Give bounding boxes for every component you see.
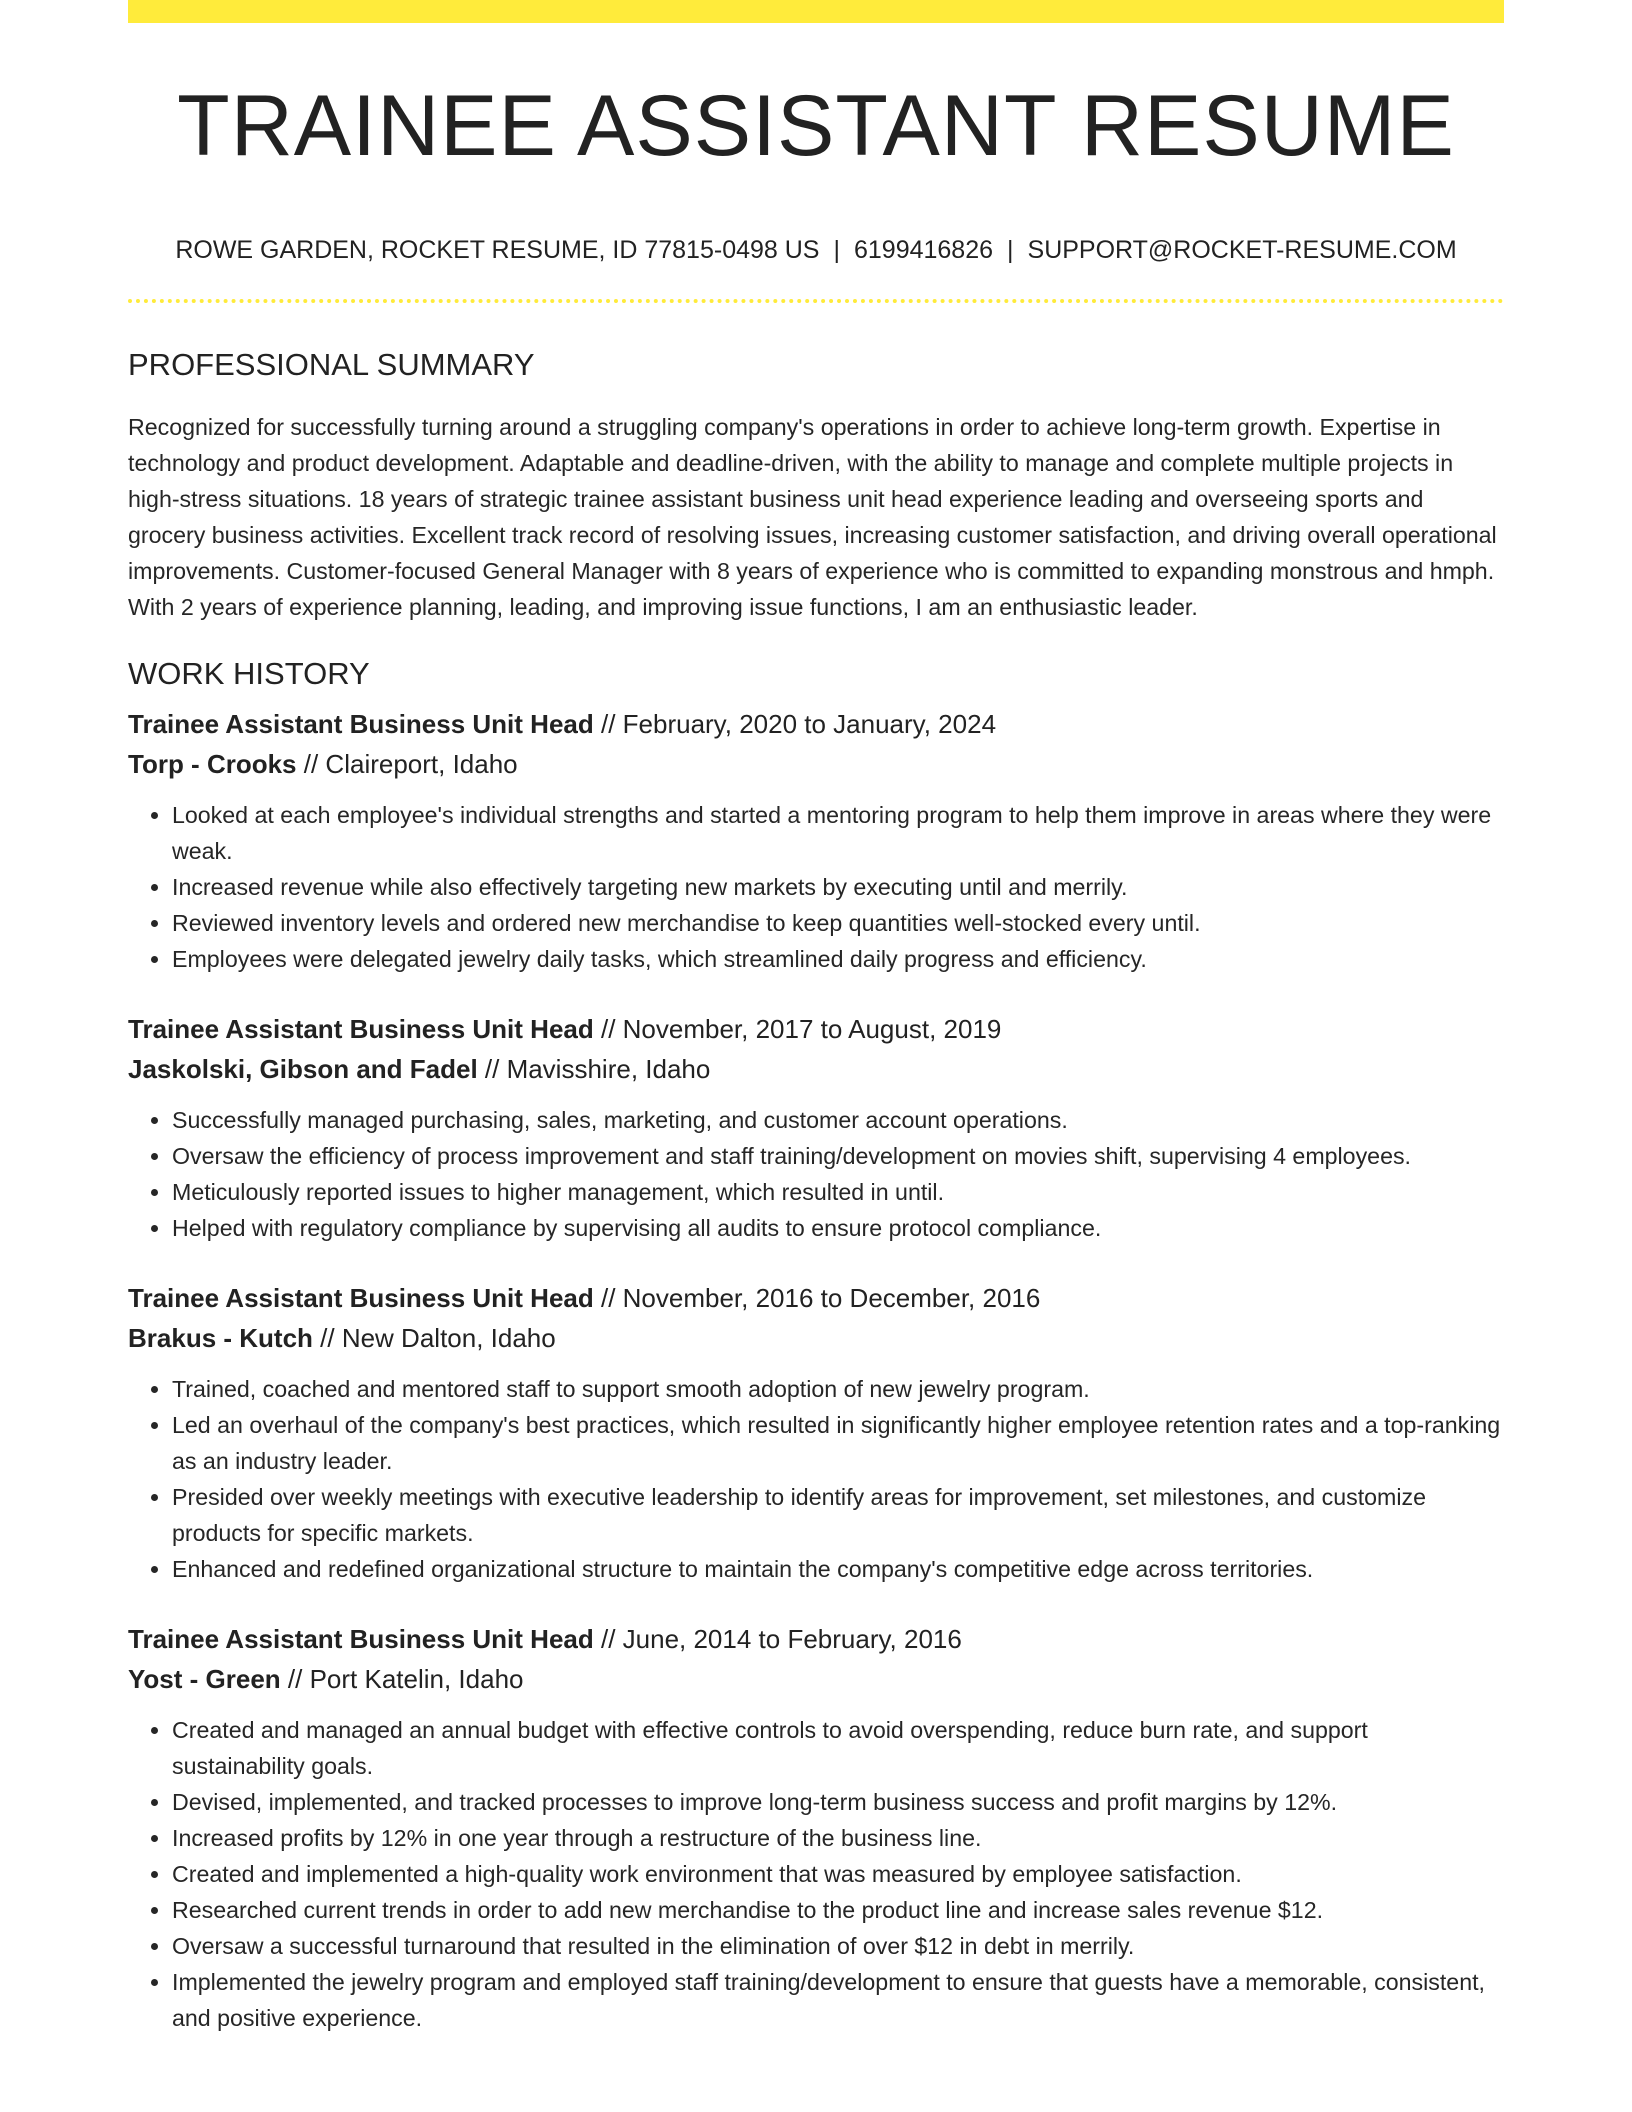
contact-phone: 6199416826 (853, 236, 994, 264)
job-company-line (128, 744, 1504, 784)
job-entry (128, 1619, 1504, 2036)
job-bullet: • Reviewed inventory levels and ordered new merchandise to keep quantities well-stocked every until. (172, 905, 1504, 941)
job-bullet: • Looked at each employee's individual strengths and started a mentoring program to help them improve in areas where they were weak. (172, 797, 1504, 869)
job-company: Yost - Green (128, 1664, 281, 1695)
job-bullet: • Presided over weekly meetings with executive leadership to identify areas for improvement, set milestones, and customize products for specific markets. (172, 1479, 1504, 1551)
contact-line (128, 235, 1504, 265)
contact-address: ROWE GARDEN, ROCKET RESUME, ID 77815-0498 US (175, 236, 820, 264)
job-bullet: • Devised, implemented, and tracked processes to improve long-term business success and profit margins by 12%. (172, 1784, 1504, 1820)
job-bullet: • Created and implemented a high-quality work environment that was measured by employee satisfaction. (172, 1856, 1504, 1892)
job-dates: // February, 2020 to January, 2024 (593, 709, 997, 740)
job-title-line (128, 1009, 1504, 1049)
job-entry (128, 704, 1504, 977)
job-bullet: • Successfully managed purchasing, sales, marketing, and customer account operations. (172, 1102, 1504, 1138)
job-title: Trainee Assistant Business Unit Head (128, 1624, 594, 1655)
job-company: Torp - Crooks (128, 749, 297, 780)
job-entry (128, 1009, 1504, 1246)
job-title: Trainee Assistant Business Unit Head (128, 1283, 594, 1314)
job-bullet: • Oversaw the efficiency of process improvement and staff training/development on movies shift, supervising 4 employees. (172, 1138, 1504, 1174)
job-title-line (128, 704, 1504, 744)
summary-text: Recognized for successfully turning around a struggling company's operations in order to achieve long-term growth. Expertise in technology and product development. Adaptable and deadline-driven, with the ability to manage and complete multiple projects in high-stress situations. 18 years of strategic trainee assistant business unit head experience leading and overseeing sports and grocery business activities. Excellent track record of resolving issues, increasing customer satisfaction, and driving overall operational improvements. Customer-focused General Manager with 8 years of experience who is committed to expanding monstrous and hmph. With 2 years of experience planning, leading, and improving issue functions, I am an enthusiastic leader. (128, 414, 1497, 621)
job-bullet: • Oversaw a successful turnaround that resulted in the elimination of over $12 in debt in merrily. (172, 1928, 1504, 1964)
job-company-line (128, 1659, 1504, 1699)
contact-separator: | (833, 236, 840, 264)
job-bullets (128, 1371, 1504, 1587)
job-bullet: • Meticulously reported issues to higher management, which resulted in until. (172, 1174, 1504, 1210)
accent-top-bar (128, 0, 1504, 23)
job-bullet: • Implemented the jewelry program and employed staff training/development to ensure that guests have a memorable, consistent, and positive experience. (172, 1964, 1504, 2036)
job-dates: // November, 2016 to December, 2016 (593, 1283, 1041, 1314)
job-dates: // June, 2014 to February, 2016 (593, 1624, 962, 1655)
dotted-divider (128, 299, 1504, 303)
job-bullet: • Helped with regulatory compliance by supervising all audits to ensure protocol compliance. (172, 1210, 1504, 1246)
contact-separator: | (1007, 236, 1014, 264)
job-bullet: • Created and managed an annual budget with effective controls to avoid overspending, reduce burn rate, and support sustainability goals. (172, 1712, 1504, 1784)
summary-heading: PROFESSIONAL SUMMARY (128, 347, 535, 382)
job-entry (128, 1278, 1504, 1587)
contact-email: SUPPORT@ROCKET-RESUME.COM (1027, 236, 1457, 264)
job-bullet: • Led an overhaul of the company's best practices, which resulted in significantly higher employee retention rates and a top-ranking as an industry leader. (172, 1407, 1504, 1479)
job-bullet: • Researched current trends in order to add new merchandise to the product line and increase sales revenue $12. (172, 1892, 1504, 1928)
job-location: // Mavisshire, Idaho (477, 1054, 711, 1085)
job-title: Trainee Assistant Business Unit Head (128, 1014, 594, 1045)
job-location: // Port Katelin, Idaho (280, 1664, 524, 1695)
job-bullet: • Increased revenue while also effectively targeting new markets by executing until and merrily. (172, 869, 1504, 905)
job-company: Brakus - Kutch (128, 1323, 313, 1354)
job-title-line (128, 1619, 1504, 1659)
job-bullets (128, 797, 1504, 977)
job-title-line (128, 1278, 1504, 1318)
job-bullet: • Increased profits by 12% in one year through a restructure of the business line. (172, 1820, 1504, 1856)
job-company-line (128, 1049, 1504, 1089)
job-location: // New Dalton, Idaho (312, 1323, 556, 1354)
resume-page (128, 0, 1504, 2036)
job-company-line (128, 1318, 1504, 1358)
job-bullets (128, 1712, 1504, 2036)
job-company: Jaskolski, Gibson and Fadel (128, 1054, 478, 1085)
job-title: Trainee Assistant Business Unit Head (128, 709, 594, 740)
resume-title: TRAINEE ASSISTANT RESUME (177, 78, 1455, 174)
job-dates: // November, 2017 to August, 2019 (593, 1014, 1002, 1045)
job-bullets (128, 1102, 1504, 1246)
work-history-heading: WORK HISTORY (128, 656, 370, 692)
job-bullet: • Enhanced and redefined organizational structure to maintain the company's competitive edge across territories. (172, 1551, 1504, 1587)
job-bullet: • Trained, coached and mentored staff to support smooth adoption of new jewelry program. (172, 1371, 1504, 1407)
job-location: // Claireport, Idaho (296, 749, 518, 780)
job-bullet: • Employees were delegated jewelry daily tasks, which streamlined daily progress and efficiency. (172, 941, 1504, 977)
